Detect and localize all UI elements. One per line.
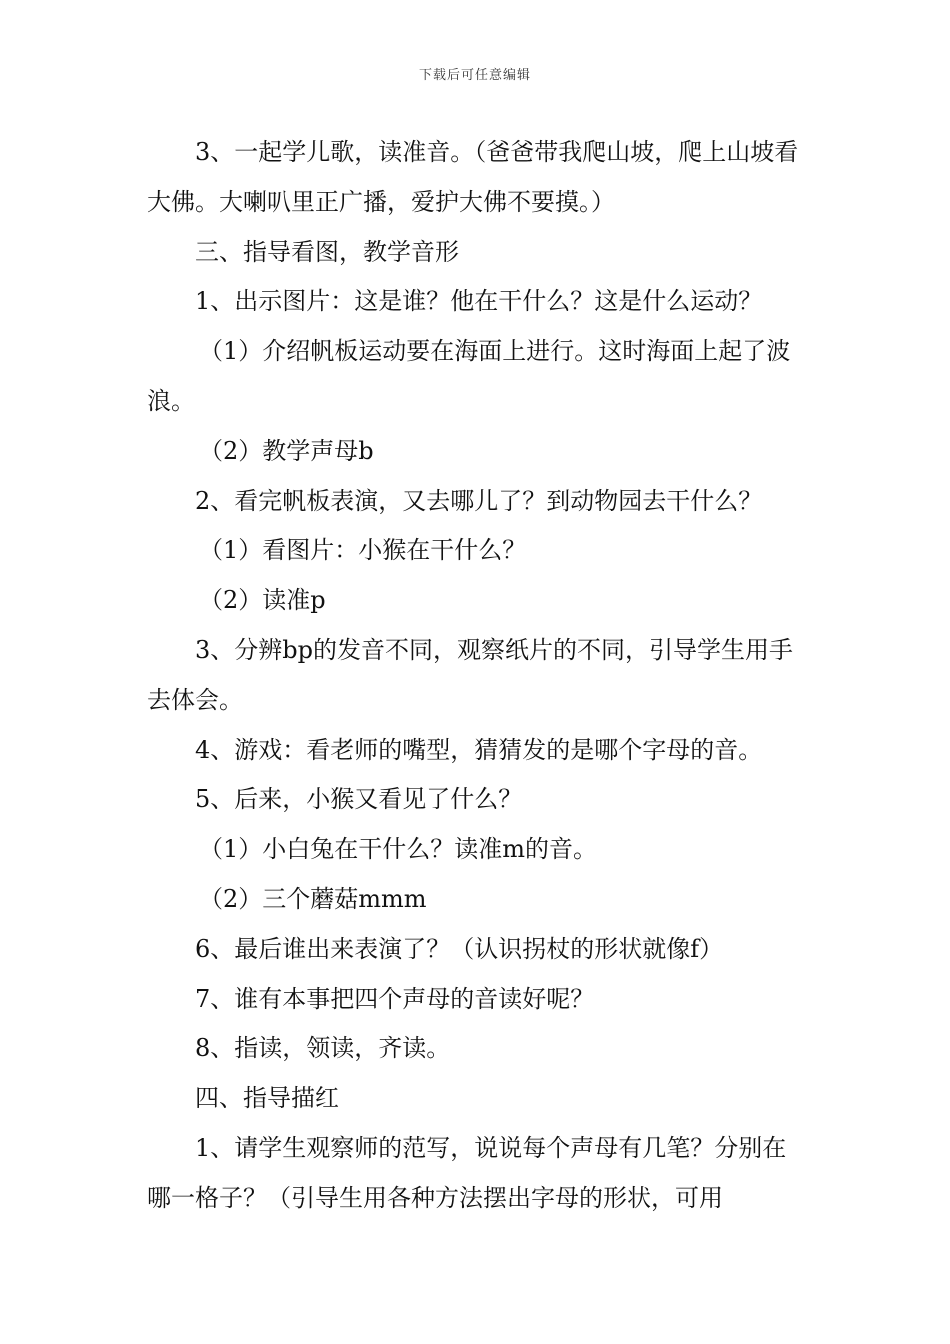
paragraph-distinguish-bp: 3、分辨bp的发音不同，观察纸片的不同，引导学生用手去体会。 <box>147 635 793 714</box>
section-heading-4: 四、指导描红 <box>195 1084 339 1113</box>
paragraph-monkey: （1）看图片：小猴在干什么？ <box>199 536 527 565</box>
paragraph-four-initials: 7、谁有本事把四个声母的音读好呢？ <box>195 984 595 1013</box>
section-heading-3: 三、指导看图，教学音形 <box>195 237 459 266</box>
document-body <box>147 128 807 1224</box>
paragraph-windsurfing: （1）介绍帆板运动要在海面上进行。这时海面上起了波浪。 <box>147 337 791 415</box>
page-header: 下载后可任意编辑 <box>418 68 531 83</box>
paragraph-nursery-rhyme: 3、一起学儿歌，读准音。（爸爸带我爬山坡，爬上山坡看大佛。大喇叭里正广播，爱护大佛不要摸。） <box>147 138 799 216</box>
paragraph-read-p: （2）读准p <box>199 586 326 615</box>
paragraph-mushrooms: （2）三个蘑菇mmm <box>199 884 427 913</box>
paragraph-rabbit: （1）小白兔在干什么？读准m的音。 <box>199 835 598 864</box>
paragraph-cane: 6、最后谁出来表演了？（认识拐杖的形状就像f） <box>195 934 724 963</box>
paragraph-read-along: 8、指读，领读，齐读。 <box>195 1034 451 1063</box>
paragraph-teach-b: （2）教学声母b <box>199 436 374 465</box>
paragraph-observe-writing: 1、请学生观察师的范写，说说每个声母有几笔？分别在哪一格子？（引导生用各种方法摆出字母的形状，可用 <box>147 1133 787 1212</box>
paragraph-later: 5、后来，小猴又看见了什么？ <box>195 785 523 814</box>
paragraph-zoo: 2、看完帆板表演，又去哪儿了？到动物园去干什么？ <box>195 486 763 515</box>
paragraph-show-picture: 1、出示图片：这是谁？他在干什么？这是什么运动？ <box>195 287 763 316</box>
paragraph-game: 4、游戏：看老师的嘴型，猜猜发的是哪个字母的音。 <box>195 735 763 764</box>
